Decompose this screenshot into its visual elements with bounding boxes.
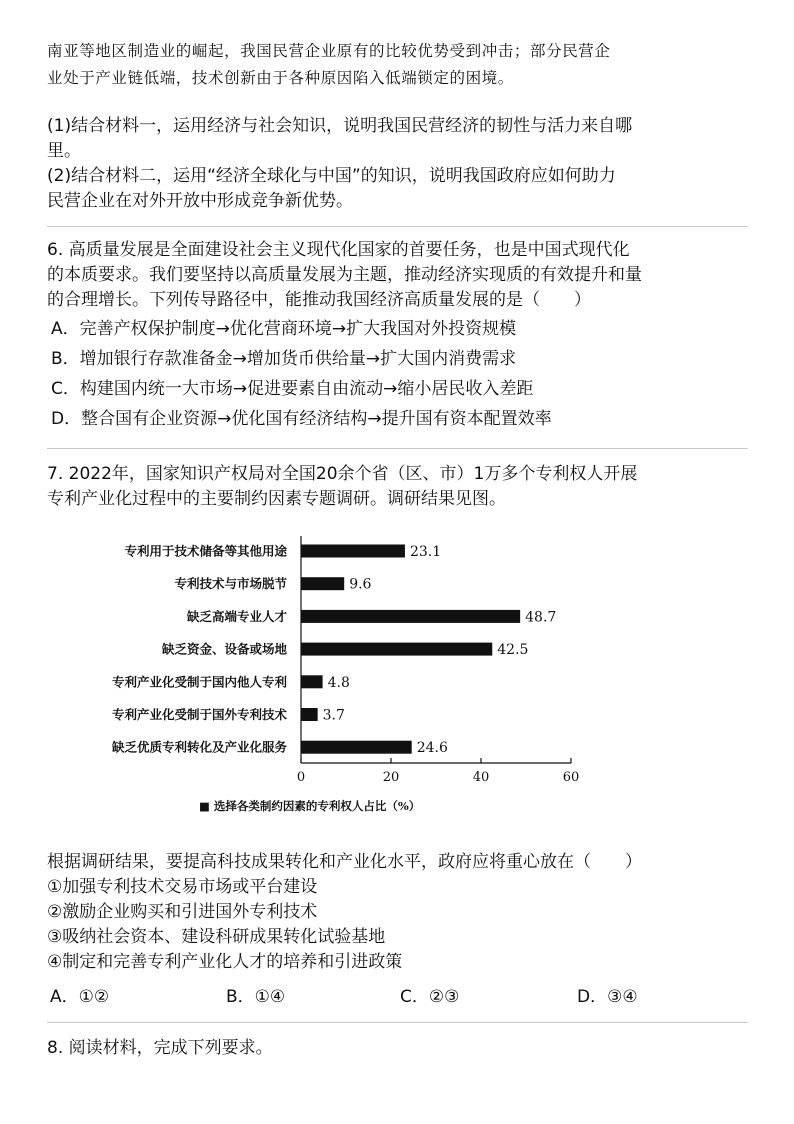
q7-stem-line1: 7. 2022年，国家知识产权局对全国20余个省（区、市）1万多个专利权人开展 bbox=[47, 464, 638, 484]
q7-answer-d[interactable]: D．③④ bbox=[577, 987, 638, 1007]
survey-bar-chart bbox=[47, 520, 607, 830]
q7-answer-a[interactable]: A．①② bbox=[50, 987, 110, 1007]
q7-answer-c[interactable]: C．②③ bbox=[400, 987, 460, 1007]
category-label: 专利产业化受制于国内他人专利 bbox=[111, 674, 287, 690]
question-7-stem bbox=[47, 462, 752, 512]
divider-3 bbox=[47, 1022, 748, 1023]
material-line-1: 南亚等地区制造业的崛起，我国民营企业原有的比较优势受到冲击；部分民营企 bbox=[47, 42, 611, 60]
q5-sub1-line1: (1)结合材料一，运用经济与社会知识，说明我国民营经济的韧性与活力来自哪 bbox=[47, 116, 633, 136]
q5-sub1-line2: 里。 bbox=[47, 141, 81, 161]
q8-stem: 8. 阅读材料，完成下列要求。 bbox=[47, 1038, 273, 1058]
x-tick-label: 40 bbox=[472, 770, 490, 785]
category-label: 专利用于技术储备等其他用途 bbox=[124, 543, 287, 559]
x-tick-label: 60 bbox=[562, 770, 580, 785]
material-continuation bbox=[47, 38, 752, 92]
q7-item-3: ③吸纳社会资本、建设科研成果转化试验基地 bbox=[47, 927, 386, 947]
q6-options bbox=[47, 314, 752, 434]
q7-item-4: ④制定和完善专利产业化人才的培养和引进政策 bbox=[47, 952, 403, 972]
question-7-body bbox=[47, 850, 752, 975]
bar bbox=[301, 675, 323, 688]
category-label: 缺乏资金、设备或场地 bbox=[161, 641, 287, 657]
data-label: 23.1 bbox=[409, 544, 442, 560]
q7-item-1: ①加强专利技术交易市场或平台建设 bbox=[47, 877, 318, 897]
category-label: 专利技术与市场脱节 bbox=[174, 576, 287, 592]
bar bbox=[301, 643, 492, 656]
question-6 bbox=[47, 238, 752, 434]
divider-2 bbox=[47, 448, 748, 449]
category-label: 缺乏优质专利转化及产业化服务 bbox=[111, 739, 287, 755]
q7-question: 根据调研结果，要提高科技成果转化和产业化水平，政府应将重心放在（ ） bbox=[47, 852, 642, 872]
q6-stem-line2: 的本质要求。我们要坚持以高质量发展为主题，推动经济实现质的有效提升和量 bbox=[47, 265, 642, 285]
bar bbox=[301, 545, 405, 558]
divider-1 bbox=[47, 226, 748, 227]
x-tick-label: 0 bbox=[296, 770, 306, 785]
question-8 bbox=[47, 1036, 752, 1061]
category-label: 缺乏高端专业人才 bbox=[186, 608, 287, 624]
q6-option-b[interactable]: B．增加银行存款准备金→增加货币供给量→扩大国内消费需求 bbox=[51, 349, 517, 369]
q6-stem-line1: 6. 高质量发展是全面建设社会主义现代化国家的首要任务，也是中国式现代化 bbox=[47, 240, 630, 260]
data-label: 4.8 bbox=[327, 674, 350, 691]
q7-item-2: ②激励企业购买和引进国外专利技术 bbox=[47, 902, 318, 922]
data-label: 3.7 bbox=[322, 707, 345, 724]
q6-option-a[interactable]: A．完善产权保护制度→优化营商环境→扩大我国对外投资规模 bbox=[51, 319, 517, 339]
q5-sub2-line2: 民营企业在对外开放中形成竞争新优势。 bbox=[47, 191, 353, 211]
q6-option-c[interactable]: C．构建国内统一大市场→促进要素自由流动→缩小居民收入差距 bbox=[51, 379, 534, 399]
q6-option-d[interactable]: D．整合国有企业资源→优化国有经济结构→提升国有资本配置效率 bbox=[51, 409, 552, 429]
bar bbox=[301, 610, 520, 623]
data-label: 9.6 bbox=[349, 576, 372, 593]
q7-stem-line2: 专利产业化过程中的主要制约因素专题调研。调研结果见图。 bbox=[47, 489, 506, 509]
data-label: 48.7 bbox=[525, 609, 557, 626]
question-5-subquestions bbox=[47, 114, 752, 214]
material-line-2: 业处于产业链低端，技术创新由于各种原因陷入低端锁定的困境。 bbox=[47, 69, 514, 87]
data-label: 42.5 bbox=[497, 642, 529, 659]
q7-answer-b[interactable]: B．①④ bbox=[226, 987, 286, 1007]
legend-label: ■ 选择各类制约因素的专利权人占比（%） bbox=[199, 799, 421, 813]
bar bbox=[301, 741, 412, 754]
bar bbox=[301, 577, 344, 590]
bar-chart-svg bbox=[47, 520, 607, 830]
category-label: 专利产业化受制于国外专利技术 bbox=[111, 707, 287, 722]
bar bbox=[301, 708, 318, 721]
data-label: 24.6 bbox=[416, 740, 448, 757]
q5-sub2-line1: (2)结合材料二，运用“经济全球化与中国”的知识，说明我国政府应如何助力 bbox=[47, 166, 616, 186]
q6-stem-line3: 的合理增长。下列传导路径中，能推动我国经济高质量发展的是（ ） bbox=[47, 290, 591, 310]
x-tick-label: 20 bbox=[382, 770, 400, 785]
